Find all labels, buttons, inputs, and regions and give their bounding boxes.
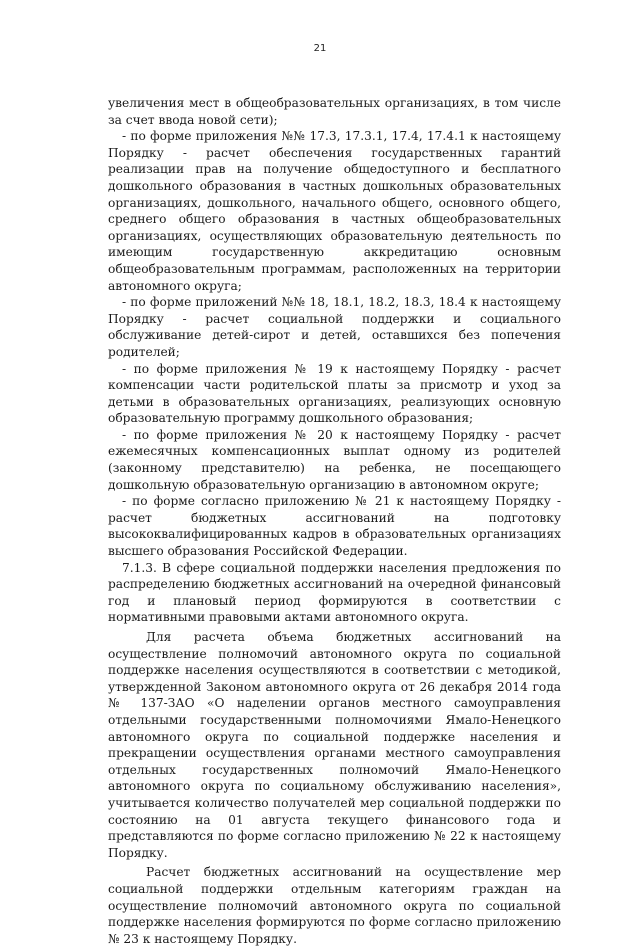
- paragraph-item-20: - по форме приложения № 20 к настоящему Порядку - расчет ежемесячных компенсационных выплат одному из родителей (законному представителю) на ребенка, не посещающего дошкольную образовательную организацию в автономном округе;: [108, 427, 561, 492]
- paragraph-item-21: - по форме согласно приложению № 21 к настоящему Порядку - расчет бюджетных ассигнований на подготовку высококвалифицированных кадров в образовательных организациях высшего образования Российской Федерации.: [108, 494, 561, 559]
- paragraph-continuation: увеличения мест в общеобразовательных организациях, в том числе за счет ввода новой сети);: [108, 96, 561, 127]
- paragraph-calculation-measures: Расчет бюджетных ассигнований на осуществление мер социальной поддержки отдельным категориям граждан на осуществление полномочий автономного округа по социальной поддержке населения формируются по форме согласно приложению № 23 к настоящему Порядку.: [108, 865, 561, 946]
- paragraph-calculation-method: Для расчета объема бюджетных ассигнований на осуществление полномочий автономного округа по социальной поддержке населения осуществляются в соответствии с методикой, утвержденной Законом автономного округа от 26 декабря 2014 года № 137-ЗАО «О наделении органов местного самоуправления отдельными государственными полномочиями Ямало-Ненецкого автономного округа по социальной поддержке населения и прекращении осуществления органами местного самоуправления отдельных государственных полномочий Ямало-Ненецкого автономного округа по социальному обслуживанию населения», учитывается количество получателей мер социальной поддержки по состоянию на 01 августа текущего финансового года и представляются по форме согласно приложению № 22 к настоящему Порядку.: [108, 630, 561, 860]
- page-number: 21: [313, 43, 327, 54]
- document-body: [108, 95, 561, 947]
- paragraph-item-17: - по форме приложения №№ 17.3, 17.3.1, 17.4, 17.4.1 к настоящему Порядку - расчет обеспечения государственных гарантий реализации прав на получение общедоступного и бесплатного дошкольного образования в частных дошкольных образовательных организациях, дошкольного, начального общего, основного общего, среднего общего образования в частных общеобразовательных организациях, осуществляющих образовательную деятельность по имеющим государственную аккредитацию основным общеобразовательным программам, расположенных на территории автономного округа;: [108, 129, 561, 293]
- paragraph-section-7-1-3: 7.1.3. В сфере социальной поддержки населения предложения по распределению бюджетных ассигнований на очередной финансовый год и плановый период формируются в соответствии с нормативными правовыми актами автономного округа.: [108, 560, 561, 625]
- paragraph-item-18: - по форме приложений №№ 18, 18.1, 18.2, 18.3, 18.4 к настоящему Порядку - расчет социальной поддержки и социального обслуживание детей-сирот и детей, оставшихся без попечения родителей;: [108, 295, 561, 359]
- paragraph-item-19: - по форме приложения № 19 к настоящему Порядку - расчет компенсации части родительской платы за присмотр и уход за детьми в образовательных организациях, реализующих основную образовательную программу дошкольного образования;: [108, 361, 561, 426]
